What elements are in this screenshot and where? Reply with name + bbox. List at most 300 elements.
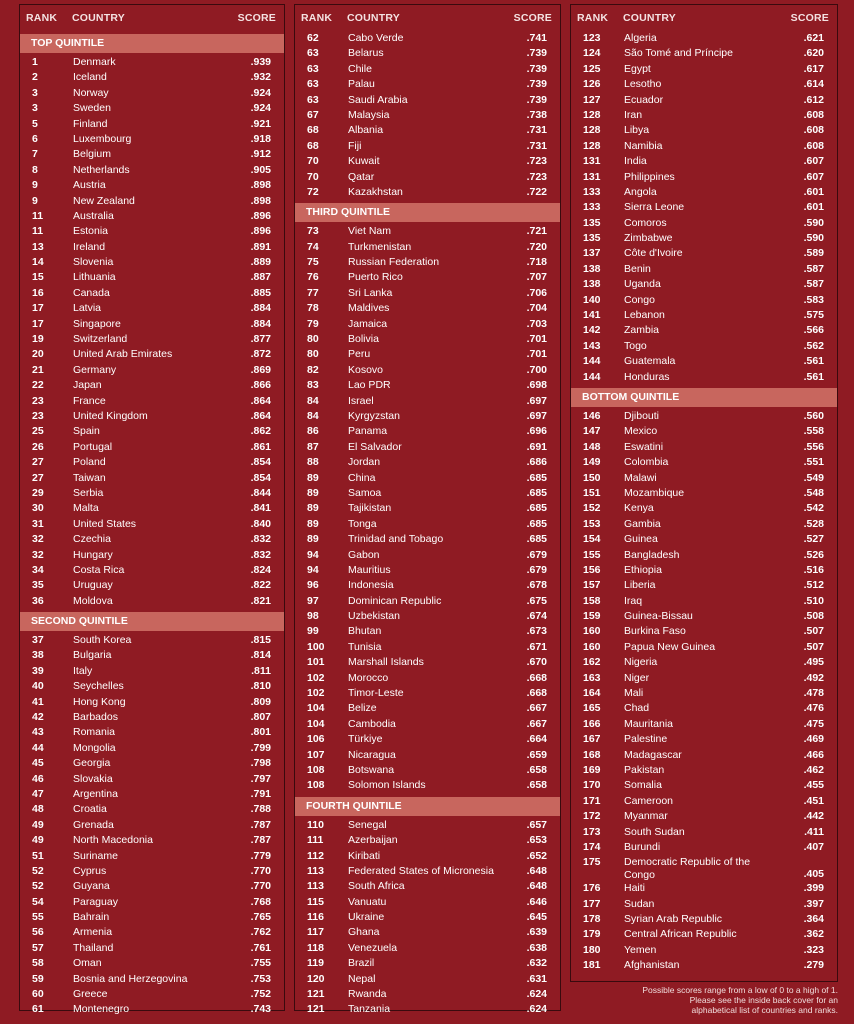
table-row xyxy=(571,943,837,958)
rank-cell: 9 xyxy=(32,194,38,207)
country-cell: Syrian Arab Republic xyxy=(624,913,723,926)
country-cell: Senegal xyxy=(348,818,387,831)
rank-cell: 63 xyxy=(307,93,319,106)
country-cell: Hungary xyxy=(73,548,113,561)
rank-cell: 37 xyxy=(32,634,44,647)
table-row xyxy=(295,270,560,285)
rank-cell: 131 xyxy=(583,155,601,168)
country-cell: Mexico xyxy=(624,425,658,438)
score-cell: .667 xyxy=(526,702,547,715)
rank-cell: 22 xyxy=(32,379,44,392)
score-cell: .824 xyxy=(250,563,271,576)
score-cell: .739 xyxy=(526,62,547,75)
country-cell: Guinea xyxy=(624,533,658,546)
table-row xyxy=(20,633,284,648)
rank-cell: 170 xyxy=(583,779,601,792)
score-cell: .671 xyxy=(526,640,547,653)
score-cell: .832 xyxy=(250,533,271,546)
country-cell: Ukraine xyxy=(348,911,385,924)
country-cell: United Arab Emirates xyxy=(73,348,173,361)
rank-cell: 174 xyxy=(583,840,601,853)
table-row xyxy=(295,455,560,470)
country-cell: Kuwait xyxy=(348,155,380,168)
table-row xyxy=(571,881,837,896)
country-cell: Samoa xyxy=(348,486,382,499)
score-cell: .701 xyxy=(526,333,547,346)
rank-cell: 87 xyxy=(307,440,319,453)
country-cell: Solomon Islands xyxy=(348,779,426,792)
rank-cell: 154 xyxy=(583,533,601,546)
rank-cell: 118 xyxy=(307,941,324,954)
country-cell: Denmark xyxy=(73,56,116,68)
rank-cell: 77 xyxy=(307,286,319,299)
table-row xyxy=(20,317,284,332)
country-cell: Slovakia xyxy=(73,772,113,785)
column-header xyxy=(20,5,284,31)
table-row xyxy=(295,895,560,910)
score-cell: .589 xyxy=(803,247,824,260)
rank-cell: 63 xyxy=(307,62,319,75)
score-cell: .624 xyxy=(526,988,547,1001)
rank-cell: 82 xyxy=(307,363,319,376)
country-cell: Algeria xyxy=(624,32,657,44)
table-row xyxy=(571,293,837,308)
rank-cell: 175 xyxy=(583,856,601,869)
score-cell: .664 xyxy=(526,733,547,746)
rank-cell: 57 xyxy=(32,941,44,954)
table-row xyxy=(295,655,560,670)
table-row xyxy=(295,301,560,316)
score-cell: .508 xyxy=(803,610,824,623)
table-row xyxy=(20,394,284,409)
score-cell: .832 xyxy=(250,548,271,561)
score-cell: .397 xyxy=(803,897,824,910)
table-row xyxy=(20,864,284,879)
table-row xyxy=(571,277,837,292)
score-cell: .507 xyxy=(803,625,824,638)
rank-cell: 107 xyxy=(307,748,325,761)
rank-cell: 104 xyxy=(307,717,325,730)
score-cell: .887 xyxy=(250,271,271,284)
table-row xyxy=(295,471,560,486)
rank-cell: 108 xyxy=(307,763,325,776)
table-row xyxy=(571,139,837,154)
rank-cell: 23 xyxy=(32,394,44,407)
table-row xyxy=(295,686,560,701)
table-row xyxy=(295,517,560,532)
score-cell: .797 xyxy=(250,772,271,785)
rank-cell: 68 xyxy=(307,124,319,137)
rank-cell: 171 xyxy=(583,794,601,807)
rank-cell: 55 xyxy=(32,911,44,924)
country-cell: Malawi xyxy=(624,471,657,484)
rank-cell: 11 xyxy=(32,209,44,222)
rank-cell: 162 xyxy=(583,656,601,669)
score-cell: .752 xyxy=(250,988,271,1001)
table-row xyxy=(295,46,560,61)
score-cell: .889 xyxy=(250,256,271,269)
country-cell: Turkmenistan xyxy=(348,240,412,253)
score-cell: .670 xyxy=(526,656,547,669)
country-cell: Namibia xyxy=(624,139,663,152)
country-cell: Estonia xyxy=(73,225,109,238)
rank-cell: 60 xyxy=(32,988,44,1001)
score-cell: .739 xyxy=(526,47,547,60)
quintile-band: TOP QUINTILE xyxy=(20,34,284,53)
score-cell: .815 xyxy=(250,634,271,647)
score-cell: .673 xyxy=(526,625,547,638)
country-cell: Burundi xyxy=(624,840,661,853)
score-cell: .527 xyxy=(803,533,824,546)
country-cell: Sudan xyxy=(624,897,655,910)
rank-header: RANK xyxy=(26,12,58,24)
country-cell: Peru xyxy=(348,348,371,361)
country-cell: Cambodia xyxy=(348,717,396,730)
country-cell: Bangladesh xyxy=(624,548,680,561)
country-cell: Lebanon xyxy=(624,309,665,322)
rank-cell: 166 xyxy=(583,717,601,730)
country-cell: Bosnia and Herzegovina xyxy=(73,972,188,985)
country-cell: Nepal xyxy=(348,972,376,985)
country-cell: São Tomé and Príncipe xyxy=(624,47,733,60)
table-row xyxy=(571,455,837,470)
country-cell: Tajikistan xyxy=(348,502,392,515)
country-cell: Fiji xyxy=(348,139,362,152)
table-row xyxy=(20,772,284,787)
footnote-line-1: Possible scores range from a low of 0 to a high of 1. xyxy=(642,985,838,995)
table-row xyxy=(571,354,837,369)
rank-cell: 5 xyxy=(32,117,38,130)
table-row xyxy=(571,216,837,231)
table-row xyxy=(295,240,560,255)
rank-cell: 94 xyxy=(307,563,319,576)
table-row xyxy=(571,501,837,516)
score-cell: .720 xyxy=(526,240,547,253)
country-cell: New Zealand xyxy=(73,194,135,207)
rank-cell: 73 xyxy=(307,225,319,238)
score-cell: .561 xyxy=(803,370,824,383)
rank-cell: 70 xyxy=(307,170,319,183)
table-row xyxy=(571,671,837,686)
country-cell: Iceland xyxy=(73,71,107,84)
score-cell: .631 xyxy=(526,972,547,985)
rank-cell: 153 xyxy=(583,517,601,530)
country-cell: Cameroon xyxy=(624,794,674,807)
country-cell: Niger xyxy=(624,671,650,684)
table-row xyxy=(295,864,560,879)
score-cell: .932 xyxy=(250,71,271,84)
table-row xyxy=(295,185,560,200)
rank-cell: 125 xyxy=(583,62,601,75)
rank-cell: 14 xyxy=(32,256,44,269)
footnote-line-2: Please see the inside back cover for an xyxy=(689,995,838,1005)
table-row xyxy=(571,578,837,593)
country-cell: Taiwan xyxy=(73,471,106,484)
table-row xyxy=(20,255,284,270)
table-row xyxy=(20,86,284,101)
country-cell: Kosovo xyxy=(348,363,384,376)
table-row xyxy=(20,486,284,501)
score-cell: .492 xyxy=(803,671,824,684)
country-cell: Marshall Islands xyxy=(348,656,424,669)
country-cell: Egypt xyxy=(624,62,651,75)
table-row xyxy=(571,308,837,323)
table-row xyxy=(295,1002,560,1017)
country-header: COUNTRY xyxy=(623,12,676,24)
table-row xyxy=(295,671,560,686)
rank-cell: 49 xyxy=(32,834,44,847)
country-cell: Guinea-Bissau xyxy=(624,610,693,623)
score-cell: .762 xyxy=(250,926,271,939)
country-cell: Gambia xyxy=(624,517,661,530)
rank-cell: 89 xyxy=(307,502,319,515)
country-cell: Guyana xyxy=(73,880,110,893)
rank-cell: 147 xyxy=(583,425,601,438)
table-row xyxy=(571,548,837,563)
country-cell: Tonga xyxy=(348,517,377,530)
country-cell: Ireland xyxy=(73,240,106,253)
rank-cell: 100 xyxy=(307,640,325,653)
country-cell: Belize xyxy=(348,702,377,715)
rank-cell: 180 xyxy=(583,943,601,956)
country-cell: Nicaragua xyxy=(348,748,396,761)
country-cell: Bhutan xyxy=(348,625,382,638)
table-row xyxy=(20,240,284,255)
score-cell: .657 xyxy=(526,818,547,831)
rank-cell: 172 xyxy=(583,810,601,823)
country-cell: Congo xyxy=(624,293,655,306)
rank-cell: 89 xyxy=(307,517,319,530)
country-cell: Jordan xyxy=(348,456,381,469)
country-cell: Democratic Republic of the Congo xyxy=(624,856,751,881)
table-row xyxy=(20,941,284,956)
score-cell: .364 xyxy=(803,913,824,926)
rank-cell: 86 xyxy=(307,425,319,438)
rank-cell: 135 xyxy=(583,232,601,245)
rank-cell: 138 xyxy=(583,278,601,291)
rank-cell: 178 xyxy=(583,913,601,926)
country-cell: Malta xyxy=(73,502,99,515)
country-cell: India xyxy=(624,155,647,168)
table-row xyxy=(295,424,560,439)
table-row xyxy=(571,200,837,215)
country-cell: Morocco xyxy=(348,671,389,684)
country-cell: Barbados xyxy=(73,711,118,724)
rank-cell: 78 xyxy=(307,302,319,315)
score-cell: .801 xyxy=(250,726,271,739)
table-row xyxy=(295,833,560,848)
score-cell: .510 xyxy=(803,594,824,607)
table-row xyxy=(571,624,837,639)
rank-cell: 49 xyxy=(32,818,44,831)
score-cell: .731 xyxy=(526,139,547,152)
rank-header: RANK xyxy=(577,12,609,24)
rank-cell: 6 xyxy=(32,132,38,145)
table-row xyxy=(20,332,284,347)
rank-cell: 110 xyxy=(307,818,324,831)
rank-cell: 128 xyxy=(583,124,601,137)
country-cell: Chile xyxy=(348,62,372,75)
country-cell: Angola xyxy=(624,185,657,198)
score-cell: .601 xyxy=(803,185,824,198)
table-row xyxy=(20,147,284,162)
table-row xyxy=(571,262,837,277)
score-cell: .905 xyxy=(250,163,271,176)
country-cell: Russian Federation xyxy=(348,256,440,269)
table-row xyxy=(571,424,837,439)
country-cell: Albania xyxy=(348,124,384,137)
rank-cell: 62 xyxy=(307,32,319,44)
score-cell: .809 xyxy=(250,695,271,708)
table-row xyxy=(295,763,560,778)
country-cell: Kenya xyxy=(624,502,654,515)
score-cell: .620 xyxy=(803,47,824,60)
rank-cell: 99 xyxy=(307,625,319,638)
country-cell: Türkiye xyxy=(348,733,383,746)
score-cell: .652 xyxy=(526,849,547,862)
score-cell: .866 xyxy=(250,379,271,392)
score-cell: .455 xyxy=(803,779,824,792)
rank-header: RANK xyxy=(301,12,333,24)
rank-cell: 138 xyxy=(583,262,601,275)
table-row xyxy=(20,517,284,532)
table-row xyxy=(20,987,284,1002)
table-row xyxy=(20,956,284,971)
country-cell: Portugal xyxy=(73,440,113,453)
score-cell: .646 xyxy=(526,895,547,908)
country-cell: Malaysia xyxy=(348,108,390,121)
score-cell: .279 xyxy=(803,959,824,972)
table-row xyxy=(571,897,837,912)
score-cell: .607 xyxy=(803,170,824,183)
country-cell: Mauritania xyxy=(624,717,674,730)
score-cell: .765 xyxy=(250,911,271,924)
country-cell: Uganda xyxy=(624,278,661,291)
table-row xyxy=(295,286,560,301)
rank-cell: 126 xyxy=(583,78,601,91)
rank-cell: 179 xyxy=(583,928,601,941)
score-cell: .679 xyxy=(526,563,547,576)
table-row xyxy=(20,741,284,756)
table-row xyxy=(295,317,560,332)
table-row xyxy=(20,455,284,470)
rank-cell: 75 xyxy=(307,256,319,269)
score-cell: .791 xyxy=(250,787,271,800)
table-row xyxy=(295,578,560,593)
score-cell: .743 xyxy=(250,1003,271,1016)
rank-cell: 48 xyxy=(32,803,44,816)
country-cell: Argentina xyxy=(73,787,118,800)
table-row xyxy=(571,108,837,123)
table-row xyxy=(571,825,837,840)
table-row xyxy=(571,912,837,927)
country-cell: Mali xyxy=(624,687,644,700)
country-cell: Venezuela xyxy=(348,941,398,954)
country-cell: Bolivia xyxy=(348,333,379,346)
table-row xyxy=(20,224,284,239)
table-row xyxy=(295,394,560,409)
score-cell: .862 xyxy=(250,425,271,438)
score-cell: .691 xyxy=(526,440,547,453)
country-cell: Tanzania xyxy=(348,1003,391,1016)
country-cell: Slovenia xyxy=(73,256,114,269)
score-cell: .821 xyxy=(250,594,271,607)
rank-cell: 123 xyxy=(583,32,601,44)
country-cell: Rwanda xyxy=(348,988,387,1001)
rank-cell: 157 xyxy=(583,579,601,592)
table-row xyxy=(20,209,284,224)
quintile-band: SECOND QUINTILE xyxy=(20,612,284,631)
table-row xyxy=(295,640,560,655)
rank-cell: 143 xyxy=(583,339,601,352)
footnote xyxy=(570,985,838,1015)
score-cell: .542 xyxy=(803,502,824,515)
score-cell: .451 xyxy=(803,794,824,807)
rank-cell: 30 xyxy=(32,502,44,515)
table-row xyxy=(20,55,284,70)
table-row xyxy=(20,664,284,679)
table-row xyxy=(295,378,560,393)
country-cell: South Africa xyxy=(348,880,405,893)
country-cell: Singapore xyxy=(73,317,121,330)
rank-cell: 120 xyxy=(307,972,325,985)
table-row xyxy=(571,77,837,92)
score-cell: .685 xyxy=(526,533,547,546)
country-cell: Grenada xyxy=(73,818,114,831)
ranking-column-3 xyxy=(570,4,838,982)
table-row xyxy=(20,548,284,563)
country-cell: Sri Lanka xyxy=(348,286,393,299)
country-cell: Germany xyxy=(73,363,117,376)
table-row xyxy=(20,578,284,593)
score-cell: .869 xyxy=(250,363,271,376)
score-cell: .739 xyxy=(526,93,547,106)
country-cell: Liberia xyxy=(624,579,656,592)
rank-cell: 43 xyxy=(32,726,44,739)
rank-cell: 59 xyxy=(32,972,44,985)
table-row xyxy=(20,910,284,925)
score-cell: .755 xyxy=(250,957,271,970)
country-cell: Federated States of Micronesia xyxy=(348,864,494,877)
rank-cell: 142 xyxy=(583,324,601,337)
score-cell: .632 xyxy=(526,957,547,970)
country-cell: Mauritius xyxy=(348,563,391,576)
score-cell: .918 xyxy=(250,132,271,145)
score-cell: .840 xyxy=(250,517,271,530)
country-cell: Yemen xyxy=(624,943,657,956)
score-cell: .614 xyxy=(803,78,824,91)
score-cell: .495 xyxy=(803,656,824,669)
score-cell: .810 xyxy=(250,680,271,693)
country-cell: Lao PDR xyxy=(348,379,391,392)
table-row xyxy=(571,778,837,793)
table-row xyxy=(20,424,284,439)
rank-cell: 74 xyxy=(307,240,319,253)
score-cell: .753 xyxy=(250,972,271,985)
table-row xyxy=(295,910,560,925)
score-cell: .798 xyxy=(250,757,271,770)
country-cell: Myanmar xyxy=(624,810,668,823)
score-cell: .645 xyxy=(526,911,547,924)
score-cell: .399 xyxy=(803,882,824,895)
country-cell: Netherlands xyxy=(73,163,130,176)
rank-cell: 19 xyxy=(32,333,44,346)
country-cell: Saudi Arabia xyxy=(348,93,408,106)
rank-cell: 116 xyxy=(307,911,324,924)
score-cell: .722 xyxy=(526,185,547,198)
table-row xyxy=(295,108,560,123)
country-cell: Armenia xyxy=(73,926,113,939)
